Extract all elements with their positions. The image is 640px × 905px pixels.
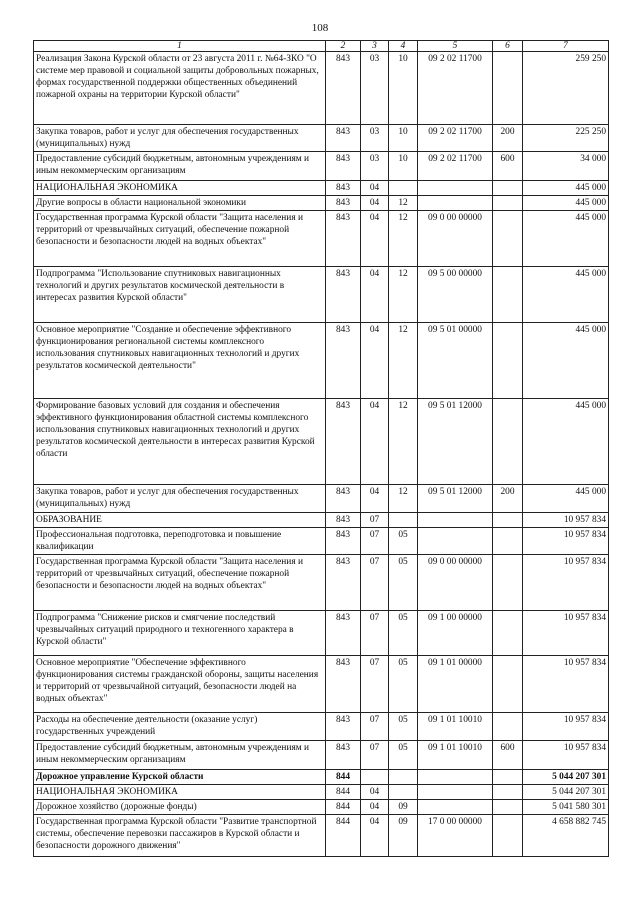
row-grbs-code: 843 (326, 181, 361, 196)
row-amount: 445 000 (523, 323, 609, 399)
row-expense-type (493, 196, 523, 211)
row-grbs-code: 843 (326, 152, 361, 181)
row-subsection-code: 05 (389, 713, 418, 741)
table-row (34, 52, 609, 125)
table-row (34, 125, 609, 152)
table-row (34, 528, 609, 555)
row-section-code: 04 (361, 211, 389, 267)
row-grbs-code: 843 (326, 528, 361, 555)
row-expense-type (493, 181, 523, 196)
row-section-code (361, 770, 389, 785)
row-expense-type: 200 (493, 485, 523, 513)
row-grbs-code: 843 (326, 485, 361, 513)
row-section-code: 04 (361, 267, 389, 323)
row-subsection-code: 09 (389, 800, 418, 815)
row-expense-type (493, 713, 523, 741)
row-grbs-code: 843 (326, 611, 361, 656)
table-row (34, 815, 609, 857)
row-section-code: 07 (361, 656, 389, 713)
table-row (34, 800, 609, 815)
row-subsection-code: 12 (389, 267, 418, 323)
row-subsection-code: 12 (389, 399, 418, 485)
row-expense-type (493, 528, 523, 555)
row-amount: 34 000 (523, 152, 609, 181)
row-target-article (418, 785, 493, 800)
row-section-code: 04 (361, 485, 389, 513)
row-name: Предоставление субсидий бюджетным, автономным учреждениям и иным некоммерческим организациям (34, 741, 326, 770)
row-expense-type: 600 (493, 152, 523, 181)
row-section-code: 07 (361, 611, 389, 656)
row-name: Другие вопросы в области национальной экономики (34, 196, 326, 211)
row-subsection-code: 05 (389, 741, 418, 770)
row-subsection-code: 05 (389, 656, 418, 713)
row-target-article: 09 0 00 00000 (418, 555, 493, 611)
row-target-article: 09 2 02 11700 (418, 125, 493, 152)
row-grbs-code: 843 (326, 323, 361, 399)
budget-table (33, 40, 609, 857)
table-row (34, 656, 609, 713)
row-expense-type (493, 770, 523, 785)
row-subsection-code: 05 (389, 528, 418, 555)
row-expense-type (493, 513, 523, 528)
row-section-code: 07 (361, 528, 389, 555)
row-target-article: 09 1 01 00000 (418, 656, 493, 713)
row-target-article (418, 528, 493, 555)
table-row (34, 181, 609, 196)
row-target-article: 09 5 01 12000 (418, 399, 493, 485)
col-header-5: 5 (418, 41, 493, 52)
row-amount: 10 957 834 (523, 555, 609, 611)
row-grbs-code: 843 (326, 267, 361, 323)
row-subsection-code: 12 (389, 323, 418, 399)
row-name: НАЦИОНАЛЬНАЯ ЭКОНОМИКА (34, 181, 326, 196)
row-amount: 10 957 834 (523, 611, 609, 656)
row-target-article: 09 2 02 11700 (418, 52, 493, 125)
table-row (34, 485, 609, 513)
row-grbs-code: 843 (326, 513, 361, 528)
row-subsection-code: 09 (389, 815, 418, 857)
row-section-code: 03 (361, 125, 389, 152)
row-name: НАЦИОНАЛЬНАЯ ЭКОНОМИКА (34, 785, 326, 800)
table-row (34, 713, 609, 741)
row-name: Закупка товаров, работ и услуг для обеспечения государственных (муниципальных) нужд (34, 125, 326, 152)
row-grbs-code: 843 (326, 196, 361, 211)
row-target-article: 09 5 01 00000 (418, 323, 493, 399)
row-subsection-code: 10 (389, 125, 418, 152)
table-row (34, 513, 609, 528)
row-subsection-code (389, 770, 418, 785)
row-expense-type (493, 656, 523, 713)
page-number: 108 (311, 22, 329, 34)
row-section-code: 04 (361, 399, 389, 485)
row-name: Дорожное управление Курской области (34, 770, 326, 785)
row-expense-type: 600 (493, 741, 523, 770)
row-name: ОБРАЗОВАНИЕ (34, 513, 326, 528)
row-section-code: 04 (361, 800, 389, 815)
row-name: Профессиональная подготовка, переподготовка и повышение квалификации (34, 528, 326, 555)
row-grbs-code: 843 (326, 211, 361, 267)
row-section-code: 04 (361, 815, 389, 857)
row-subsection-code: 05 (389, 555, 418, 611)
row-name: Подпрограмма "Снижение рисков и смягчение последствий чрезвычайных ситуаций природного и техногенного характера в Курской области" (34, 611, 326, 656)
row-section-code: 04 (361, 196, 389, 211)
row-expense-type (493, 267, 523, 323)
row-grbs-code: 844 (326, 785, 361, 800)
row-name: Основное мероприятие "Создание и обеспечение эффективного функционирования региональной системы комплексного использования спутниковых навигационных технологий и других результатов космической деятельности" (34, 323, 326, 399)
row-subsection-code: 12 (389, 485, 418, 513)
row-amount: 10 957 834 (523, 528, 609, 555)
table-row (34, 267, 609, 323)
row-amount: 445 000 (523, 267, 609, 323)
table-row (34, 399, 609, 485)
row-subsection-code (389, 513, 418, 528)
row-amount: 4 658 882 745 (523, 815, 609, 857)
row-name: Государственная программа Курской области "Развитие транспортной системы, обеспечение перевозки пассажиров в Курской области и безопасности дорожного движения" (34, 815, 326, 857)
row-subsection-code: 12 (389, 196, 418, 211)
row-grbs-code: 844 (326, 815, 361, 857)
row-amount: 5 044 207 301 (523, 785, 609, 800)
row-expense-type (493, 611, 523, 656)
row-expense-type (493, 555, 523, 611)
table-row (34, 741, 609, 770)
row-section-code: 04 (361, 181, 389, 196)
row-expense-type (493, 800, 523, 815)
row-target-article: 09 2 02 11700 (418, 152, 493, 181)
row-target-article (418, 800, 493, 815)
row-section-code: 07 (361, 513, 389, 528)
row-expense-type (493, 211, 523, 267)
row-grbs-code: 844 (326, 800, 361, 815)
col-header-1: 1 (34, 41, 326, 52)
col-header-6: 6 (493, 41, 523, 52)
row-section-code: 04 (361, 323, 389, 399)
row-target-article (418, 196, 493, 211)
row-amount: 445 000 (523, 211, 609, 267)
row-amount: 445 000 (523, 485, 609, 513)
row-name: Закупка товаров, работ и услуг для обеспечения государственных (муниципальных) нужд (34, 485, 326, 513)
row-target-article: 09 1 01 10010 (418, 713, 493, 741)
row-expense-type (493, 323, 523, 399)
table-row (34, 785, 609, 800)
table-row (34, 196, 609, 211)
row-grbs-code: 843 (326, 656, 361, 713)
row-target-article: 09 1 01 10010 (418, 741, 493, 770)
row-expense-type: 200 (493, 125, 523, 152)
table-row (34, 211, 609, 267)
row-target-article (418, 770, 493, 785)
row-section-code: 03 (361, 52, 389, 125)
row-target-article (418, 513, 493, 528)
row-target-article: 09 5 01 12000 (418, 485, 493, 513)
row-grbs-code: 843 (326, 741, 361, 770)
row-amount: 5 044 207 301 (523, 770, 609, 785)
row-amount: 445 000 (523, 399, 609, 485)
row-section-code: 07 (361, 555, 389, 611)
row-subsection-code: 10 (389, 152, 418, 181)
table-row (34, 152, 609, 181)
row-name: Дорожное хозяйство (дорожные фонды) (34, 800, 326, 815)
row-name: Предоставление субсидий бюджетным, автономным учреждениям и иным некоммерческим организациям (34, 152, 326, 181)
row-name: Подпрограмма "Использование спутниковых навигационных технологий и других результатов космической деятельности в интересах развития Курской области" (34, 267, 326, 323)
row-target-article: 17 0 00 00000 (418, 815, 493, 857)
row-name: Государственная программа Курской области "Защита населения и территорий от чрезвычайных ситуаций, обеспечение пожарной безопасности и безопасности людей на водных объектах" (34, 555, 326, 611)
row-grbs-code: 843 (326, 399, 361, 485)
table-row (34, 323, 609, 399)
row-amount: 225 250 (523, 125, 609, 152)
row-amount: 10 957 834 (523, 513, 609, 528)
row-target-article: 09 5 00 00000 (418, 267, 493, 323)
row-amount: 10 957 834 (523, 713, 609, 741)
row-grbs-code: 844 (326, 770, 361, 785)
row-subsection-code (389, 785, 418, 800)
row-name: Расходы на обеспечение деятельности (оказание услуг) государственных учреждений (34, 713, 326, 741)
row-target-article: 09 1 00 00000 (418, 611, 493, 656)
row-name: Государственная программа Курской области "Защита населения и территорий от чрезвычайных ситуаций, обеспечение пожарной безопасности и безопасности людей на водных объектах" (34, 211, 326, 267)
row-subsection-code: 05 (389, 611, 418, 656)
row-amount: 445 000 (523, 181, 609, 196)
row-amount: 5 041 580 301 (523, 800, 609, 815)
row-subsection-code: 10 (389, 52, 418, 125)
row-name: Реализация Закона Курской области от 23 августа 2011 г. №64-ЗКО "О системе мер правовой и социальной защиты добровольных пожарных, формах государственной поддержки общественных объединений пожарной охраны на территории Курской области" (34, 52, 326, 125)
table-row (34, 611, 609, 656)
row-amount: 259 250 (523, 52, 609, 125)
row-amount: 10 957 834 (523, 656, 609, 713)
col-header-4: 4 (389, 41, 418, 52)
row-grbs-code: 843 (326, 125, 361, 152)
row-amount: 10 957 834 (523, 741, 609, 770)
table-row (34, 555, 609, 611)
header-row (34, 41, 609, 52)
row-grbs-code: 843 (326, 713, 361, 741)
col-header-7: 7 (523, 41, 609, 52)
row-subsection-code (389, 181, 418, 196)
row-target-article: 09 0 00 00000 (418, 211, 493, 267)
row-expense-type (493, 815, 523, 857)
col-header-2: 2 (326, 41, 361, 52)
table-row (34, 770, 609, 785)
row-expense-type (493, 52, 523, 125)
row-section-code: 03 (361, 152, 389, 181)
row-expense-type (493, 785, 523, 800)
row-name: Формирование базовых условий для создания и обеспечения эффективного функционирования областной системы комплексного использования спутниковых навигационных технологий и других результатов космической деятельности в интересах развития Курской области (34, 399, 326, 485)
row-subsection-code: 12 (389, 211, 418, 267)
row-expense-type (493, 399, 523, 485)
col-header-3: 3 (361, 41, 389, 52)
row-grbs-code: 843 (326, 555, 361, 611)
row-section-code: 07 (361, 713, 389, 741)
row-section-code: 04 (361, 785, 389, 800)
row-amount: 445 000 (523, 196, 609, 211)
row-grbs-code: 843 (326, 52, 361, 125)
row-name: Основное мероприятие "Обеспечение эффективного функционирования системы гражданской обороны, защиты населения и территорий от чрезвычайной ситуаций, безопасности людей на водных объектах" (34, 656, 326, 713)
row-target-article (418, 181, 493, 196)
row-section-code: 07 (361, 741, 389, 770)
